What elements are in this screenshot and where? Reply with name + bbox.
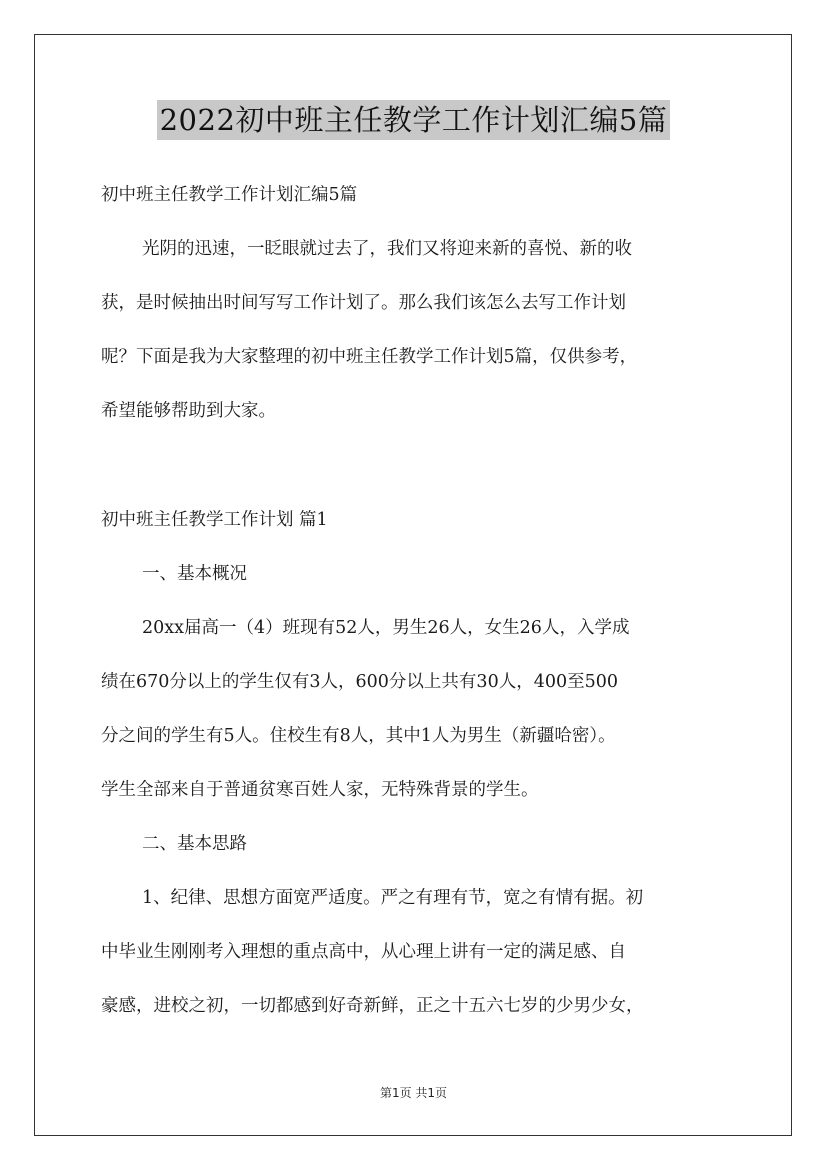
paragraph-line: 绩在670分以上的学生仅有3人，600分以上共有30人，400至500 — [101, 672, 619, 692]
section-heading: 初中班主任教学工作计划 篇1 — [101, 510, 328, 530]
document-title: 2022初中班主任教学工作计划汇编5篇 — [157, 100, 671, 140]
subheading-basic-approach: 二、基本思路 — [142, 834, 247, 854]
paragraph-line: 分之间的学生有5人。住校生有8人，其中1人为男生（新疆哈密）。 — [101, 726, 616, 746]
intro-line: 希望能够帮助到大家。 — [101, 401, 276, 421]
page-footer: 第1页 共1页 — [379, 1086, 448, 1100]
paragraph-line: 学生全部来自于普通贫寒百姓人家，无特殊背景的学生。 — [101, 780, 539, 800]
intro-line: 获，是时候抽出时间写写工作计划了。那么我们该怎么去写工作计划 — [101, 293, 626, 313]
paragraph-line: 豪感，进校之初，一切都感到好奇新鲜，正之十五六七岁的少男少女， — [101, 996, 644, 1016]
intro-line: 光阴的迅速，一眨眼就过去了，我们又将迎来新的喜悦、新的收 — [142, 239, 632, 259]
paragraph-line: 1、纪律、思想方面宽严适度。严之有理有节，宽之有情有据。初 — [142, 888, 644, 908]
document-subtitle: 初中班主任教学工作计划汇编5篇 — [101, 185, 358, 205]
paragraph-line: 中毕业生刚刚考入理想的重点高中，从心理上讲有一定的满足感、自 — [101, 942, 626, 962]
title-container — [0, 100, 827, 140]
paragraph-line: 20xx届高一（4）班现有52人，男生26人，女生26人，入学成 — [142, 618, 630, 638]
intro-line: 呢？下面是我为大家整理的初中班主任教学工作计划5篇，仅供参考， — [101, 347, 638, 367]
subheading-basic-overview: 一、基本概况 — [142, 564, 247, 584]
